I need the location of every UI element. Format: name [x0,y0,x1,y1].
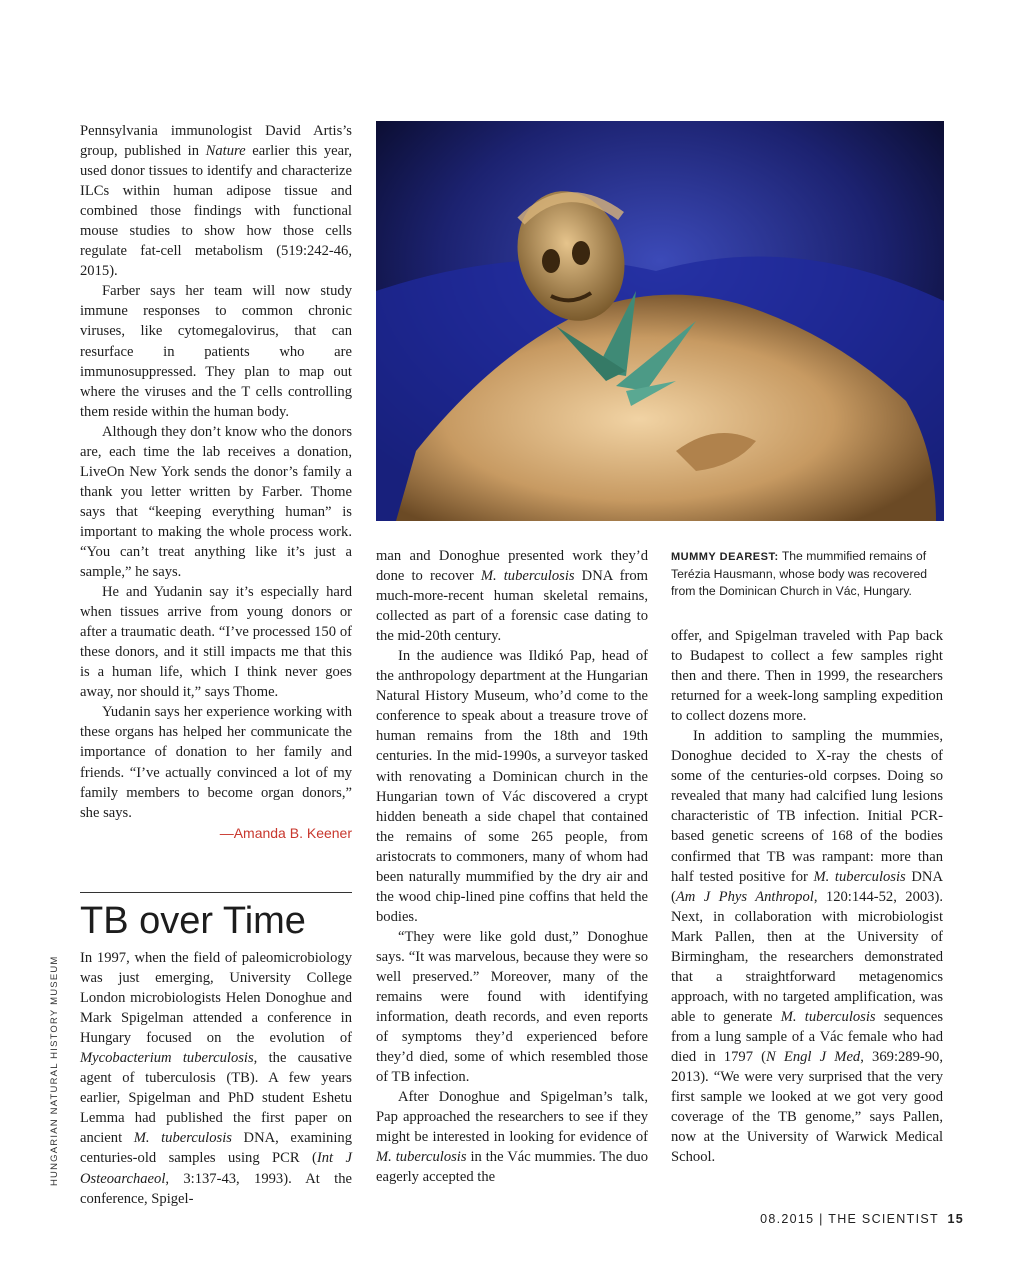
author-signature: —Amanda B. Keener [219,824,352,841]
column-2 [376,546,648,1188]
photo-credit: HUNGARIAN NATURAL HISTORY MUSEUM [49,955,60,1186]
caption-text: The mummified remains of Terézia Hausmann, whose body was recovered from the Dominican Church in Vác, Hungary. [671,549,928,598]
photo-caption [671,548,943,600]
paragraph: offer, and Spigelman traveled with Pap back to Budapest to collect a few samples right then and there. Then in 1999, the researchers returned for a week-long sampling expedition to collect dozens more. [671,628,943,725]
caption-lead: MUMMY DEAREST: [671,551,779,563]
paragraph: man and Donoghue presented work they’d done to recover M. tuberculosis DNA from much-more-recent human skeletal remains, collected as part of a forensic case dating to the mid-20th century. [376,548,648,645]
column-3 [671,626,943,1167]
paragraph: Farber says her team will now study immune responses to common chronic viruses, like cytomegalovirus, that can resurface in patients who are immunosuppressed. They plan to map out where the viruses and the T cells controlling them reside within the human body. [80,283,352,420]
column-1 [80,121,352,843]
paragraph: Yudanin says her experience working with these organs has helped her communicate the importance of donation to her family and friends. “I’ve actually convinced a lot of my family members to become organ donors,” she says. [80,704,352,821]
paragraph: Although they don’t know who the donors are, each time the lab receives a donation, LiveOn New York sends the donor’s family a thank you letter written by Farber. Thome says that “keeping everything human” is important to making the whole process work. “You can’t treat anything like it’s just a sample,” he says. [80,423,352,581]
mummy-photo [376,121,944,521]
paragraph: After Donoghue and Spigelman’s talk, Pap approached the researchers to see if they might be interested in looking for evidence of M. tuberculosis in the Vác mummies. The duo eagerly accepted the [376,1089,648,1186]
column-1-continued [80,948,352,1209]
paragraph: In addition to sampling the mummies, Donoghue decided to X-ray the chests of some of the centuries-old corpses. Doing so revealed that many had calcified lung lesions characteristic of TB infection. Initial PCR-based genetic screens of 168 of the bodies confirmed that TB was rampant: more than half tested positive for M. tuberculosis DNA (Am J Phys Anthropol, 120:144-52, 2003). Next, in collaboration with microbiologist Mark Pallen, then at the University of Birmingham, the researchers demonstrated that a straightforward metagenomics approach, with no targeted amplification, was able to generate M. tuberculosis sequences from a lung sample of a Vác female who had died in 1797 (N Engl J Med, 369:289-90, 2013). “We were very surprised that the very first sample we looked at we got very good coverage of the TB genome,” says Pallen, now at the University of Warwick Medical School. [671,728,943,1166]
page-footer [760,1212,964,1226]
paragraph: In 1997, when the field of paleomicrobiology was just emerging, University College London microbiologists Helen Donoghue and Mark Spigelman attended a conference in Hungary focused on the evolution of Mycobacterium tuberculosis, the causative agent of tuberculosis (TB). A few years earlier, Spigelman and PhD student Eshetu Lemma had published the first paper on ancient M. tuberculosis DNA, examining centuries-old samples using PCR (Int J Osteoarchaeol, 3:137-43, 1993). At the conference, Spigel- [80,950,352,1207]
paragraph: “They were like gold dust,” Donoghue says. “It was marvelous, because they were so well preserved.” Moreover, many of the remains were found with identifying information, death records, and even reports of symptoms they’d experienced before they’d died, some of which resembled those of TB infection. [376,928,648,1086]
section-divider [80,892,352,893]
paragraph: Pennsylvania immunologist David Artis’s group, published in Nature earlier this year, used donor tissues to identify and characterize ILCs within human adipose tissue and combined those findings with functional mouse studies to show how those cells regulate fat-cell metabolism (519:242-46, 2015). [80,123,352,280]
section-title: TB over Time [80,900,306,942]
issue-label: 08.2015 | THE SCIENTIST [760,1212,939,1226]
page-number: 15 [947,1212,964,1226]
mummy-photo-icon [376,121,944,521]
paragraph: In the audience was Ildikó Pap, head of the anthropology department at the Hungarian Natural History Museum, who’d come to the conference to speak about a treasure trove of human remains from the 18th and 19th centuries. In the mid-1990s, a surveyor tasked with renovating a Dominican church in the Hungarian town of Vác discovered a crypt hidden beneath a side chapel that contained the remains of some 265 people, from aristocrats to commoners, many of whom had been naturally mummified by the dry air and the wood chip-lined pine coffins that held the bodies. [376,648,648,925]
paragraph: He and Yudanin say it’s especially hard when tissues arrive from young donors or after a traumatic death. “I’ve processed 150 of these donors, and it still impacts me that this is a human life, which I think never goes away, nor should it,” says Thome. [80,584,352,701]
